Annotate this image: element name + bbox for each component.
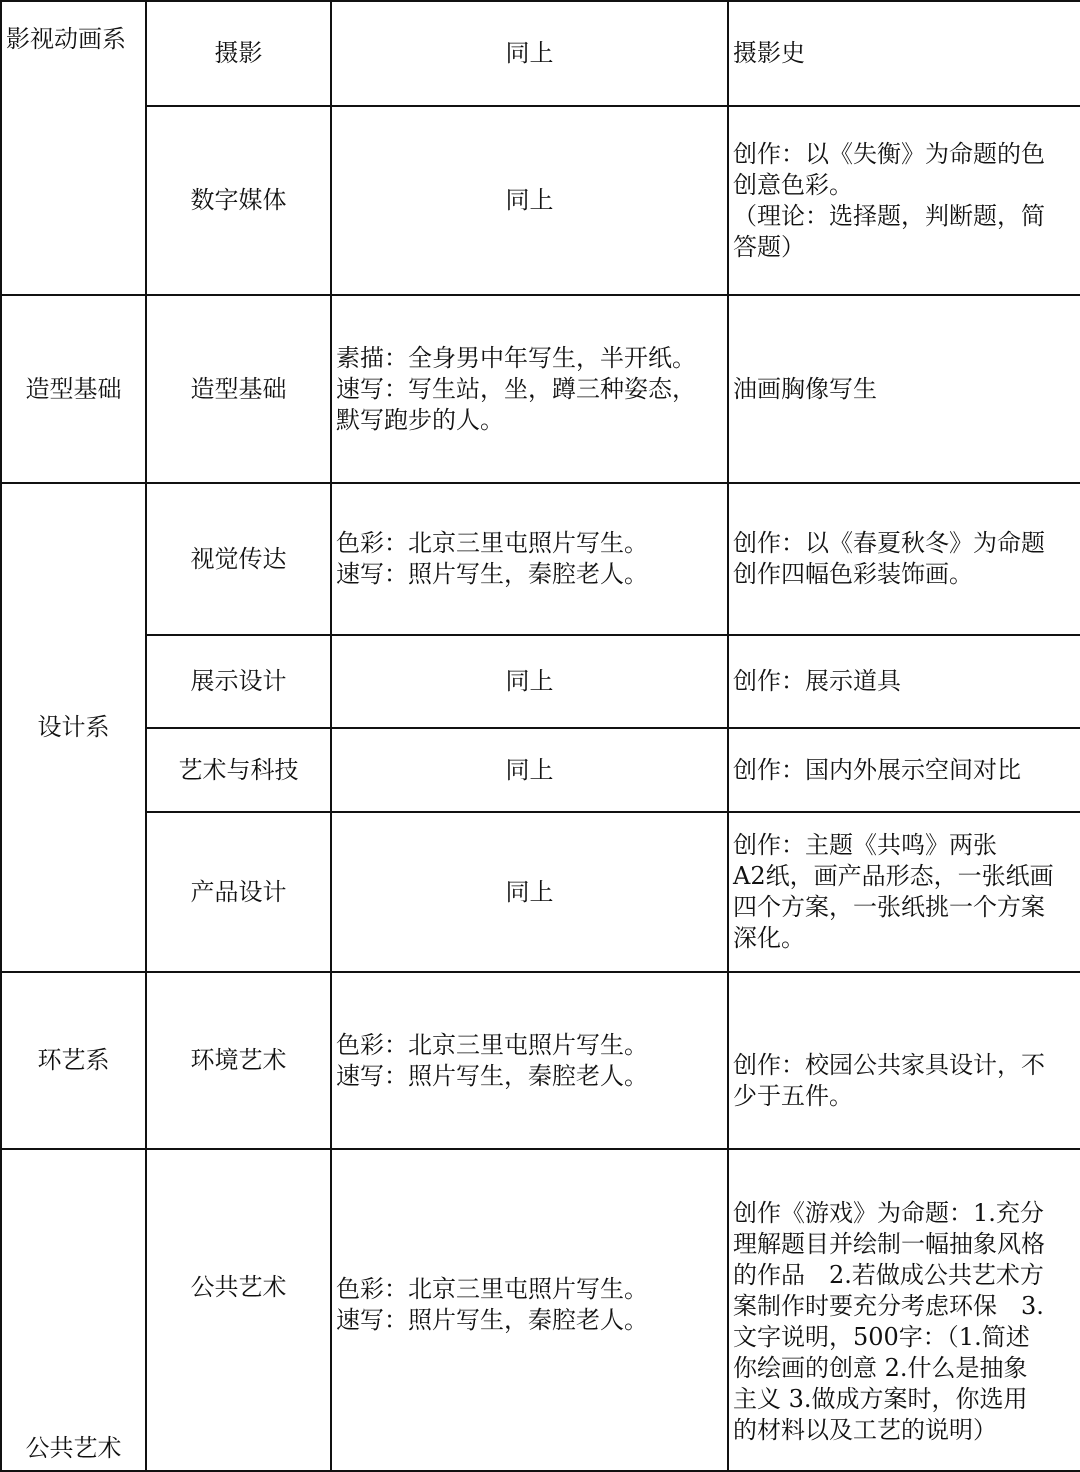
creation-line: 理解题目并绘制一幅抽象风格 [733,1230,1045,1258]
creation-line: 答题） [733,232,805,261]
dept-cell-film-animation [1,1,146,295]
major-cell [146,106,331,295]
creation-line: 文字说明，500字：（1.简述 [733,1323,1030,1351]
table-row [1,1,1080,106]
major-label: 数字媒体 [190,186,287,214]
dept-label: 公共艺术 [25,1434,122,1462]
exam-content-cell [331,483,728,635]
exam-line: 色彩：北京三里屯照片写生。 [336,1275,648,1303]
major-cell [146,972,331,1149]
exam-content: 同上 [505,877,554,906]
dept-label: 造型基础 [25,374,122,403]
exam-content-cell [331,1149,728,1471]
exam-line: 色彩：北京三里屯照片写生。 [336,529,648,557]
creation-line: 创作：主题《共鸣》两张 [733,831,997,859]
exam-content: 同上 [505,186,554,214]
exam-content: 同上 [505,667,554,695]
creation-line: （理论：选择题，判断题，简 [733,201,1045,230]
creation-line: 你绘画的创意 2.什么是抽象 [733,1354,1028,1382]
exam-line: 速写：写生站，坐，蹲三种姿态， [336,374,696,403]
exam-content-cell [331,972,728,1149]
creation-line: 创作四幅色彩装饰画。 [733,560,973,588]
creation-line: 案制作时要充分考虑环保 3. [733,1292,1044,1320]
creation-content-cell [728,483,1080,635]
exam-content-cell [331,635,728,728]
exam-content: 同上 [505,755,554,784]
major-cell [146,483,331,635]
exam-line: 速写：照片写生，秦腔老人。 [336,1061,648,1090]
creation-content-cell [728,1149,1080,1471]
table-row [1,812,1080,972]
dept-label: 影视动画系 [6,25,126,53]
exam-line: 默写跑步的人。 [336,405,504,434]
major-label: 公共艺术 [190,1273,287,1301]
table-row [1,106,1080,295]
exam-content: 同上 [505,39,554,67]
major-cell [146,812,331,972]
major-label: 视觉传达 [190,544,287,573]
dept-cell-public-art [1,1149,146,1471]
major-label: 摄影 [214,39,263,67]
creation-line: 创意色彩。 [733,170,853,199]
exam-line: 素描：全身男中年写生，半开纸。 [336,343,696,372]
major-label: 艺术与科技 [178,755,299,784]
table-row [1,728,1080,812]
creation-line: 四个方案，一张纸挑一个方案 [733,893,1045,921]
creation-line: 创作：校园公共家具设计，不 [733,1050,1045,1079]
creation-content: 油画胸像写生 [733,374,877,403]
dept-label: 环艺系 [37,1046,110,1074]
creation-content: 创作：国内外展示空间对比 [733,755,1021,784]
creation-content-cell [728,106,1080,295]
major-label: 产品设计 [190,877,287,906]
table-row [1,1149,1080,1471]
creation-line: 少于五件。 [733,1081,853,1110]
creation-content-cell [728,728,1080,812]
table-row [1,972,1080,1149]
creation-content-cell [728,812,1080,972]
major-cell [146,1149,331,1471]
creation-line: A2纸，画产品形态，一张纸画 [733,862,1054,890]
major-cell [146,728,331,812]
creation-line: 创作：以《春夏秋冬》为命题 [733,529,1045,557]
creation-content: 摄影史 [733,39,805,67]
dept-cell-foundation [1,295,146,483]
major-cell [146,1,331,106]
major-label: 造型基础 [190,374,287,403]
exam-line: 速写：照片写生，秦腔老人。 [336,560,648,588]
major-cell [146,635,331,728]
dept-cell-environment [1,972,146,1149]
creation-line: 深化。 [733,924,805,952]
exam-content-cell [331,295,728,483]
major-label: 展示设计 [190,667,287,695]
dept-label: 设计系 [37,713,110,741]
creation-line: 主义 3.做成方案时，你选用 [733,1385,1028,1413]
creation-content-cell [728,1,1080,106]
creation-line: 创作：以《失衡》为命题的色 [733,139,1045,168]
table-row [1,295,1080,483]
exam-content-cell [331,812,728,972]
creation-content: 创作：展示道具 [733,667,901,695]
exam-content-cell [331,728,728,812]
dept-cell-design [1,483,146,972]
creation-line: 的作品 2.若做成公共艺术方 [733,1261,1044,1289]
creation-content-cell [728,295,1080,483]
table-row [1,483,1080,635]
exam-line: 速写：照片写生，秦腔老人。 [336,1306,648,1334]
major-label: 环境艺术 [190,1046,287,1074]
major-cell [146,295,331,483]
creation-line: 创作《游戏》为命题：1.充分 [733,1199,1044,1227]
exam-content-cell [331,1,728,106]
creation-line: 的材料以及工艺的说明） [733,1416,997,1444]
creation-content-cell [728,635,1080,728]
exam-content-cell [331,106,728,295]
table-row [1,635,1080,728]
exam-line: 色彩：北京三里屯照片写生。 [336,1030,648,1059]
creation-content-cell [728,972,1080,1149]
